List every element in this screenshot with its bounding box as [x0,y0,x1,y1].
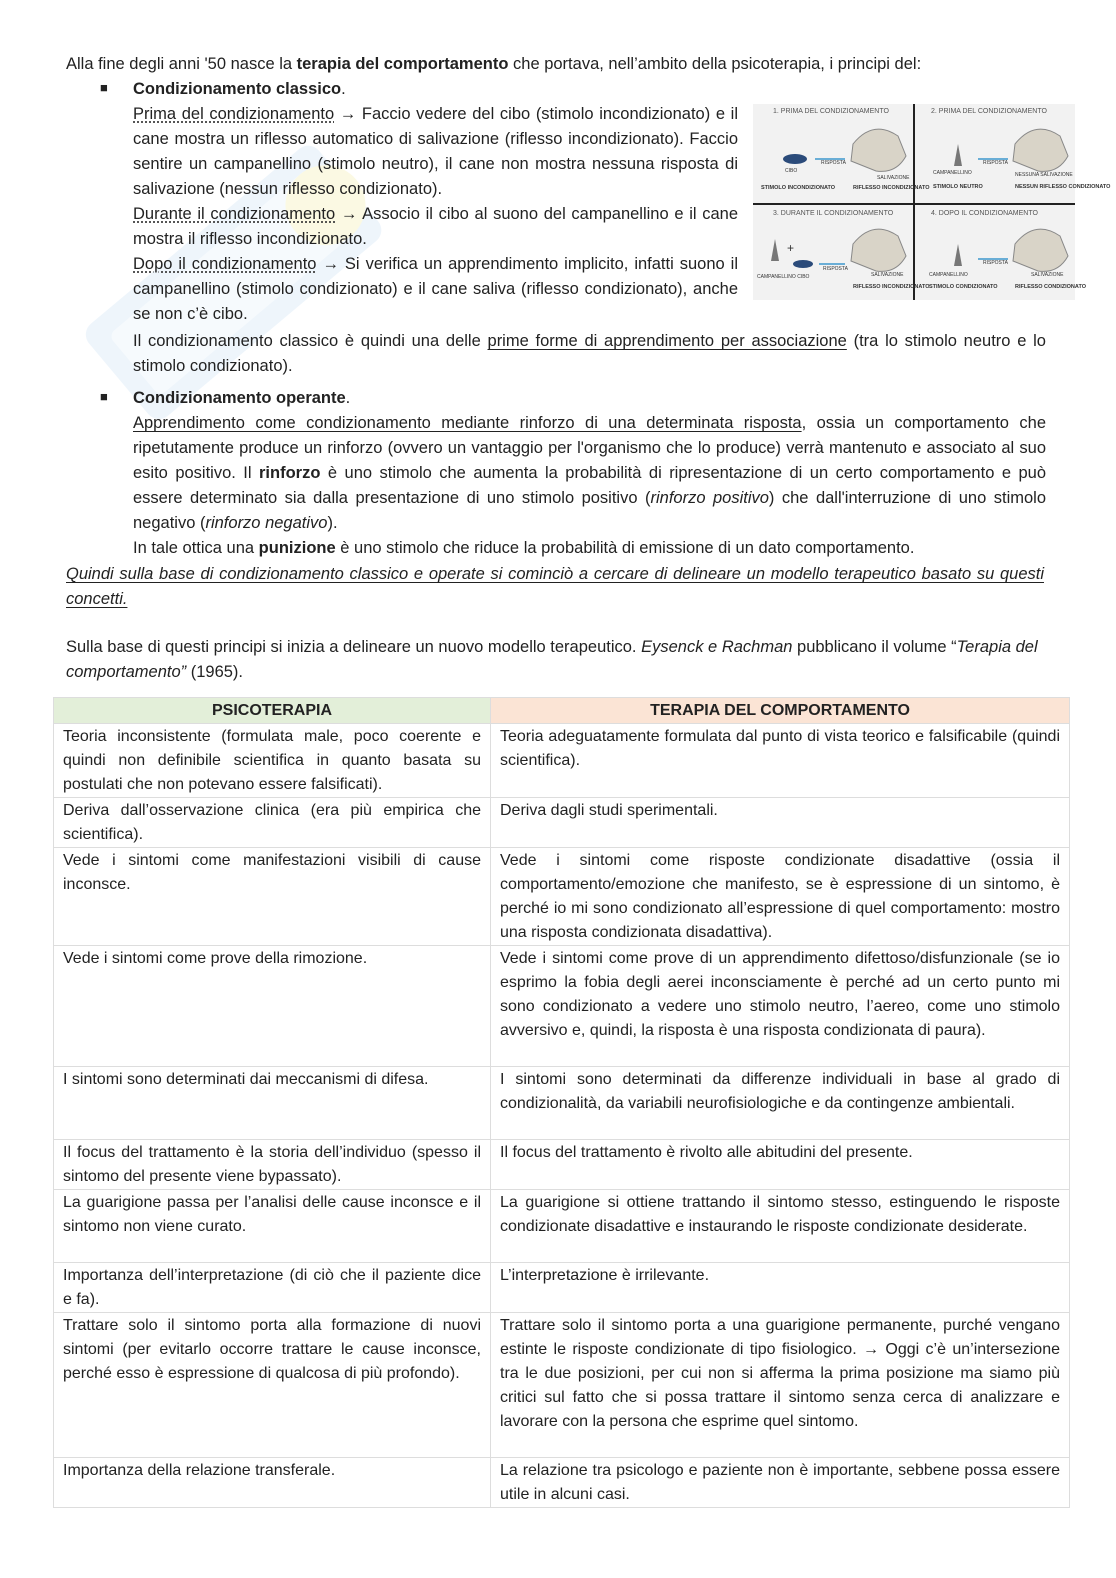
svg-text:RIFLESSO CONDIZIONATO: RIFLESSO CONDIZIONATO [1015,284,1086,290]
operante-title: Condizionamento operante. [133,389,351,407]
svg-text:SALIVAZIONE: SALIVAZIONE [871,272,904,278]
table-cell: Deriva dall’osservazione clinica (era più empirica che scientifica). [54,798,491,848]
svg-text:STIMOLO NEUTRO: STIMOLO NEUTRO [933,184,983,190]
conditioning-figure [753,104,1111,300]
table-cell: L’interpretazione è irrilevante. [491,1263,1070,1313]
svg-text:STIMOLO CONDIZIONATO: STIMOLO CONDIZIONATO [929,284,998,290]
svg-text:STIMOLO INCONDIZIONATO: STIMOLO INCONDIZIONATO [761,185,836,191]
svg-text:RISPOSTA: RISPOSTA [823,266,848,272]
table-cell: Teoria adeguatamente formulata dal punto di vista teorico e falsificabile (quindi scientifica). [491,724,1070,798]
table-cell: I sintomi sono determinati da differenze individuali in base al grado di condizionalità, da variabili neurofisiologiche e da contingenze ambientali. [491,1067,1070,1140]
svg-text:CAMPANELLINO: CAMPANELLINO [929,272,968,278]
bullet-icon: ■ [100,389,108,404]
svg-text:RIFLESSO INCONDIZIONATO: RIFLESSO INCONDIZIONATO [853,185,930,191]
conclusion-text: Quindi sulla base di condizionamento classico e operate si cominciò a cercare di delineare un modello terapeutico basato su questi concetti. [66,565,1044,608]
table-cell: Trattare solo il sintomo porta a una guarigione permanente, purché vengano estinte le risposte condizionate di tipo fisiologico. → Oggi c’è un’intersezione tra le due posizioni, per cui non si afferma la prima posizione ma siamo più critici sul fatto che si possa trattare il sintomo senza cerca di analizzare e lavorare con la persona che esprime quel sintomo. [491,1313,1070,1458]
table-row [54,1313,1070,1458]
svg-text:NESSUNA SALIVAZIONE: NESSUNA SALIVAZIONE [1015,172,1073,178]
svg-text:CAMPANELLINO CIBO: CAMPANELLINO CIBO [757,274,810,280]
bell-icon [954,244,962,266]
dog-icon [1013,129,1068,171]
table-cell: Il focus del trattamento è rivolto alle abitudini del presente. [491,1140,1070,1190]
svg-text:CIBO: CIBO [785,168,798,174]
bell-icon [771,239,779,261]
classico-summary: Il condizionamento classico è quindi una delle prime forme di apprendimento per associazione (tra lo stimolo neutro e lo stimolo condizionato). [133,332,1046,375]
table-row [54,1067,1070,1140]
table-cell: Teoria inconsistente (formulata male, poco coerente e quindi non definibile scientifica in quanto basata su postulati che non potevano essere falsificati). [54,724,491,798]
svg-text:SALIVAZIONE: SALIVAZIONE [1031,272,1064,278]
header-terapia-comportamento: TERAPIA DEL COMPORTAMENTO [491,698,1070,724]
bullet-icon: ■ [100,80,108,95]
intro-paragraph: Alla fine degli anni '50 nasce la terapia del comportamento che portava, nell’ambito della psicoterapia, i principi del: [66,55,922,73]
table-cell: I sintomi sono determinati dai meccanismi di difesa. [54,1067,491,1140]
classico-title: Condizionamento classico. [133,80,346,98]
table-cell: Vede i sintomi come manifestazioni visibili di cause inconsce. [54,848,491,946]
table-cell: Importanza della relazione transferale. [54,1458,491,1508]
table-row [54,1263,1070,1313]
svg-text:NESSUN RIFLESSO CONDIZIONATO: NESSUN RIFLESSO CONDIZIONATO [1015,184,1111,190]
svg-text:RIFLESSO INCONDIZIONATO: RIFLESSO INCONDIZIONATO [853,284,930,290]
punizione-line: In tale ottica una punizione è uno stimolo che riduce la probabilità di emissione di un dato comportamento. [133,539,915,557]
table-cell: Deriva dagli studi sperimentali. [491,798,1070,848]
table-cell: La guarigione passa per l’analisi delle cause inconsce e il sintomo non viene curato. [54,1190,491,1263]
table-cell: Il focus del trattamento è la storia dell’individuo (spesso il sintomo del presente viene bypassato). [54,1140,491,1190]
operante-body: Apprendimento come condizionamento mediante rinforzo di una determinata risposta, ossia un comportamento che ripetutamente produce un rinforzo (ovvero un vantaggio per l'organismo che lo produce) verrà mantenuto e associato al suo esito positivo. Il rinforzo è uno stimolo che aumenta la probabilità di ripresentazione di un certo comportamento e può essere determinato sia dalla presentazione di uno stimolo positivo (rinforzo positivo) che dall'interruzione di uno stimolo negativo (rinforzo negativo). [133,414,1046,532]
dog-icon [851,129,906,171]
table-row [54,798,1070,848]
classico-body: Prima del condizionamento → Faccio vedere del cibo (stimolo incondizionato) e il cane mostra un riflesso automatico di salivazione (riflesso incondizionato). Faccio sentire un campanellino (stimolo neutro), il cane non mostra nessuna risposta di salivazione (nessun riflesso condizionato). Durante il condizionamento → Associo il cibo al suono del campanellino e il cane mostra il riflesso incondizionato. Dopo il condizionamento → Si verifica un apprendimento implicito, infatti suono il campanellino (stimolo condizionato) e il cane saliva (riflesso condizionato), anche se non c’è cibo. [133,105,739,323]
table-cell: Vede i sintomi come risposte condizionate disadattive (ossia il comportamento/emozione che manifesto, se è espressione di un sintomo, è perché io mi sono condizionato all’espressione di quel comportamento: mostro una risposta condizionata disadattiva). [491,848,1070,946]
figure-panel1-title: 1. PRIMA DEL CONDIZIONAMENTO [773,108,889,115]
food-bowl-icon [793,260,813,268]
food-bowl-icon [783,154,807,164]
figure-panel3-title: 3. DURANTE IL CONDIZIONAMENTO [773,210,894,217]
table-cell: Importanza dell’interpretazione (di ciò che il paziente dice e fa). [54,1263,491,1313]
table-row [54,724,1070,798]
table-cell: Vede i sintomi come prove di un apprendimento difettoso/disfunzionale (se io esprimo la fobia degli aerei inconsciamente è perché ad un certo punto mi sono condizionato a vedere uno stimolo neutro, l’aereo, come uno stimolo avversivo e, quindi, la risposta è una risposta condizionata di paura). [491,946,1070,1067]
table-header-row [54,698,1070,724]
svg-text:+: + [787,241,795,255]
table-cell: Trattare solo il sintomo porta alla formazione di nuovi sintomi (per evitarlo occorre trattare le cause inconsce, perché esso è espressione di qualcosa di più profondo). [54,1313,491,1458]
header-psicoterapia: PSICOTERAPIA [54,698,491,724]
svg-text:RISPOSTA: RISPOSTA [821,160,846,166]
table-row [54,1458,1070,1508]
table-cell: La relazione tra psicologo e paziente non è importante, sebbene possa essere utile in alcuni casi. [491,1458,1070,1508]
list-item-operante [100,386,1046,561]
dog-icon [1013,229,1068,271]
table-row [54,1140,1070,1190]
table-row [54,946,1070,1067]
table-row [54,848,1070,946]
dog-icon [851,229,906,271]
bell-icon [954,144,962,166]
figure-panel2-title: 2. PRIMA DEL CONDIZIONAMENTO [931,108,1047,115]
comparison-table [53,697,1070,1508]
table-cell: Vede i sintomi come prove della rimozione. [54,946,491,1067]
svg-text:CAMPANELLINO: CAMPANELLINO [933,170,972,176]
svg-text:RISPOSTA: RISPOSTA [983,160,1008,166]
figure-panel4-title: 4. DOPO IL CONDIZIONAMENTO [931,210,1038,217]
table-cell: La guarigione si ottiene trattando il sintomo stesso, estinguendo le risposte condizionate disadattive e instaurando le risposte condizionate desiderate. [491,1190,1070,1263]
table-row [54,1190,1070,1263]
svg-text:SALIVAZIONE: SALIVAZIONE [877,175,910,181]
svg-text:RISPOSTA: RISPOSTA [983,260,1008,266]
paragraph-eysenck: Sulla base di questi principi si inizia a delineare un nuovo modello terapeutico. Eysenck e Rachman pubblicano il volume “Terapia del comportamento” (1965). [66,638,1038,681]
